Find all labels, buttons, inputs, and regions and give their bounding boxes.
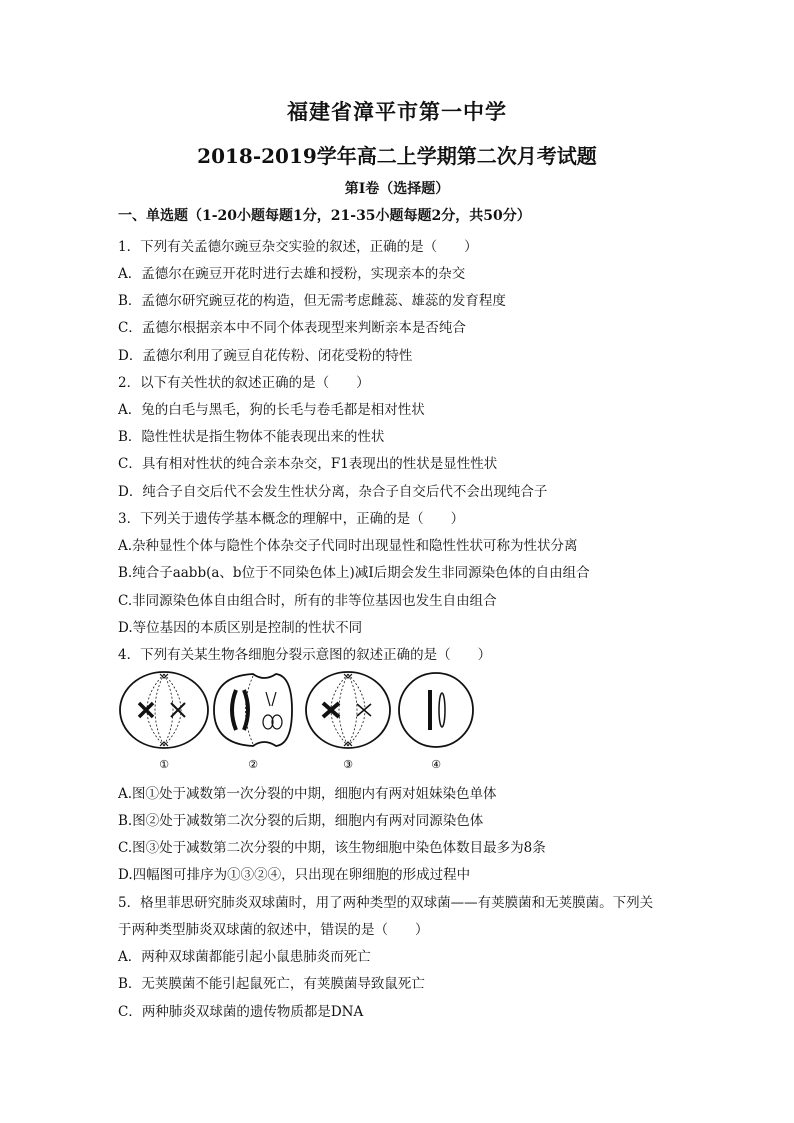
question-4-option-c: C.图③处于减数第二次分裂的中期，该生物细胞中染色体数目最多为8条 <box>118 840 546 856</box>
cell-diagram-4 <box>399 673 473 747</box>
question-4-option-a: A.图①处于减数第一次分裂的中期，细胞内有两对姐妹染色单体 <box>118 786 497 802</box>
question-3-option-d: D.等位基因的本质区别是控制的性状不同 <box>118 620 363 636</box>
question-3-option-a: A.杂种显性个体与隐性个体杂交子代同时出现显性和隐性性状可称为性状分离 <box>118 538 578 554</box>
question-3-stem: 3．下列关于遗传学基本概念的理解中，正确的是（ ） <box>118 511 465 527</box>
question-2-option-d: D．纯合子自交后代不会发生性状分离，杂合子自交后代不会出现纯合子 <box>118 484 548 500</box>
question-2-stem: 2．以下有关性状的叙述正确的是（ ） <box>118 375 370 391</box>
question-3-option-c: C.非同源染色体自由组合时，所有的非等位基因也发生自由组合 <box>118 593 497 609</box>
question-1-option-c: C．孟德尔根据亲本中不同个体表现型来判断亲本是否纯合 <box>118 320 466 336</box>
figure-label-1: ① <box>159 758 169 771</box>
question-5-stem-line-2: 于两种类型肺炎双球菌的叙述中，错误的是（ ） <box>118 922 429 938</box>
question-4-stem: 4．下列有关某生物各细胞分裂示意图的叙述正确的是（ ） <box>118 647 492 663</box>
question-2-option-c: C．具有相对性状的纯合亲本杂交，F1表现出的性状是显性性状 <box>118 456 498 472</box>
cell-diagram-1 <box>120 672 208 748</box>
question-5-option-a: A．两种双球菌都能引起小鼠患肺炎而死亡 <box>118 949 371 965</box>
question-1-option-a: A．孟德尔在豌豆开花时进行去雄和授粉，实现亲本的杂交 <box>118 266 466 282</box>
figure-label-2: ② <box>248 758 258 771</box>
question-2-option-b: B．隐性性状是指生物体不能表现出来的性状 <box>118 429 385 445</box>
question-1-option-b: B．孟德尔研究豌豆花的构造，但无需考虑雌蕊、雄蕊的发育程度 <box>118 293 506 309</box>
part-heading: 第Ⅰ卷（选择题） <box>344 181 450 197</box>
question-4-option-d: D.四幅图可排序为①③②④，只出现在卵细胞的形成过程中 <box>118 867 471 883</box>
question-5-stem-line-1: 5．格里菲思研究肺炎双球菌时，用了两种类型的双球菌——有荚膜菌和无荚膜菌。下列关 <box>118 895 654 911</box>
question-1-stem: 1．下列有关孟德尔豌豆杂交实验的叙述，正确的是（ ） <box>118 239 478 255</box>
question-5-option-b: B．无荚膜菌不能引起鼠死亡，有荚膜菌导致鼠死亡 <box>118 976 425 992</box>
question-3-option-b: B.纯合子aabb(a、b位于不同染色体上)减Ⅰ后期会发生非同源染色体的自由组合 <box>118 565 590 581</box>
question-4-option-b: B.图②处于减数第二次分裂的后期，细胞内有两对同源染色体 <box>118 813 484 829</box>
figure-label-3: ③ <box>343 758 353 771</box>
question-2-option-a: A．兔的白毛与黑毛，狗的长毛与卷毛都是相对性状 <box>118 402 425 418</box>
figure-label-4: ④ <box>431 758 441 771</box>
question-1-option-d: D．孟德尔利用了豌豆自花传粉、闭花受粉的特性 <box>118 348 413 364</box>
section-heading: 一、单选题（1-20小题每题1分，21-35小题每题2分，共50分） <box>118 208 531 224</box>
exam-title: 2018-2019学年高二上学期第二次月考试题 <box>197 144 597 168</box>
question-5-option-c: C．两种肺炎双球菌的遗传物质都是DNA <box>118 1004 364 1020</box>
cell-diagram-3 <box>306 672 390 748</box>
cell-diagram-2 <box>214 674 292 746</box>
cell-division-figure <box>118 668 478 774</box>
exam-title-school: 福建省漳平市第一中学 <box>287 99 507 124</box>
